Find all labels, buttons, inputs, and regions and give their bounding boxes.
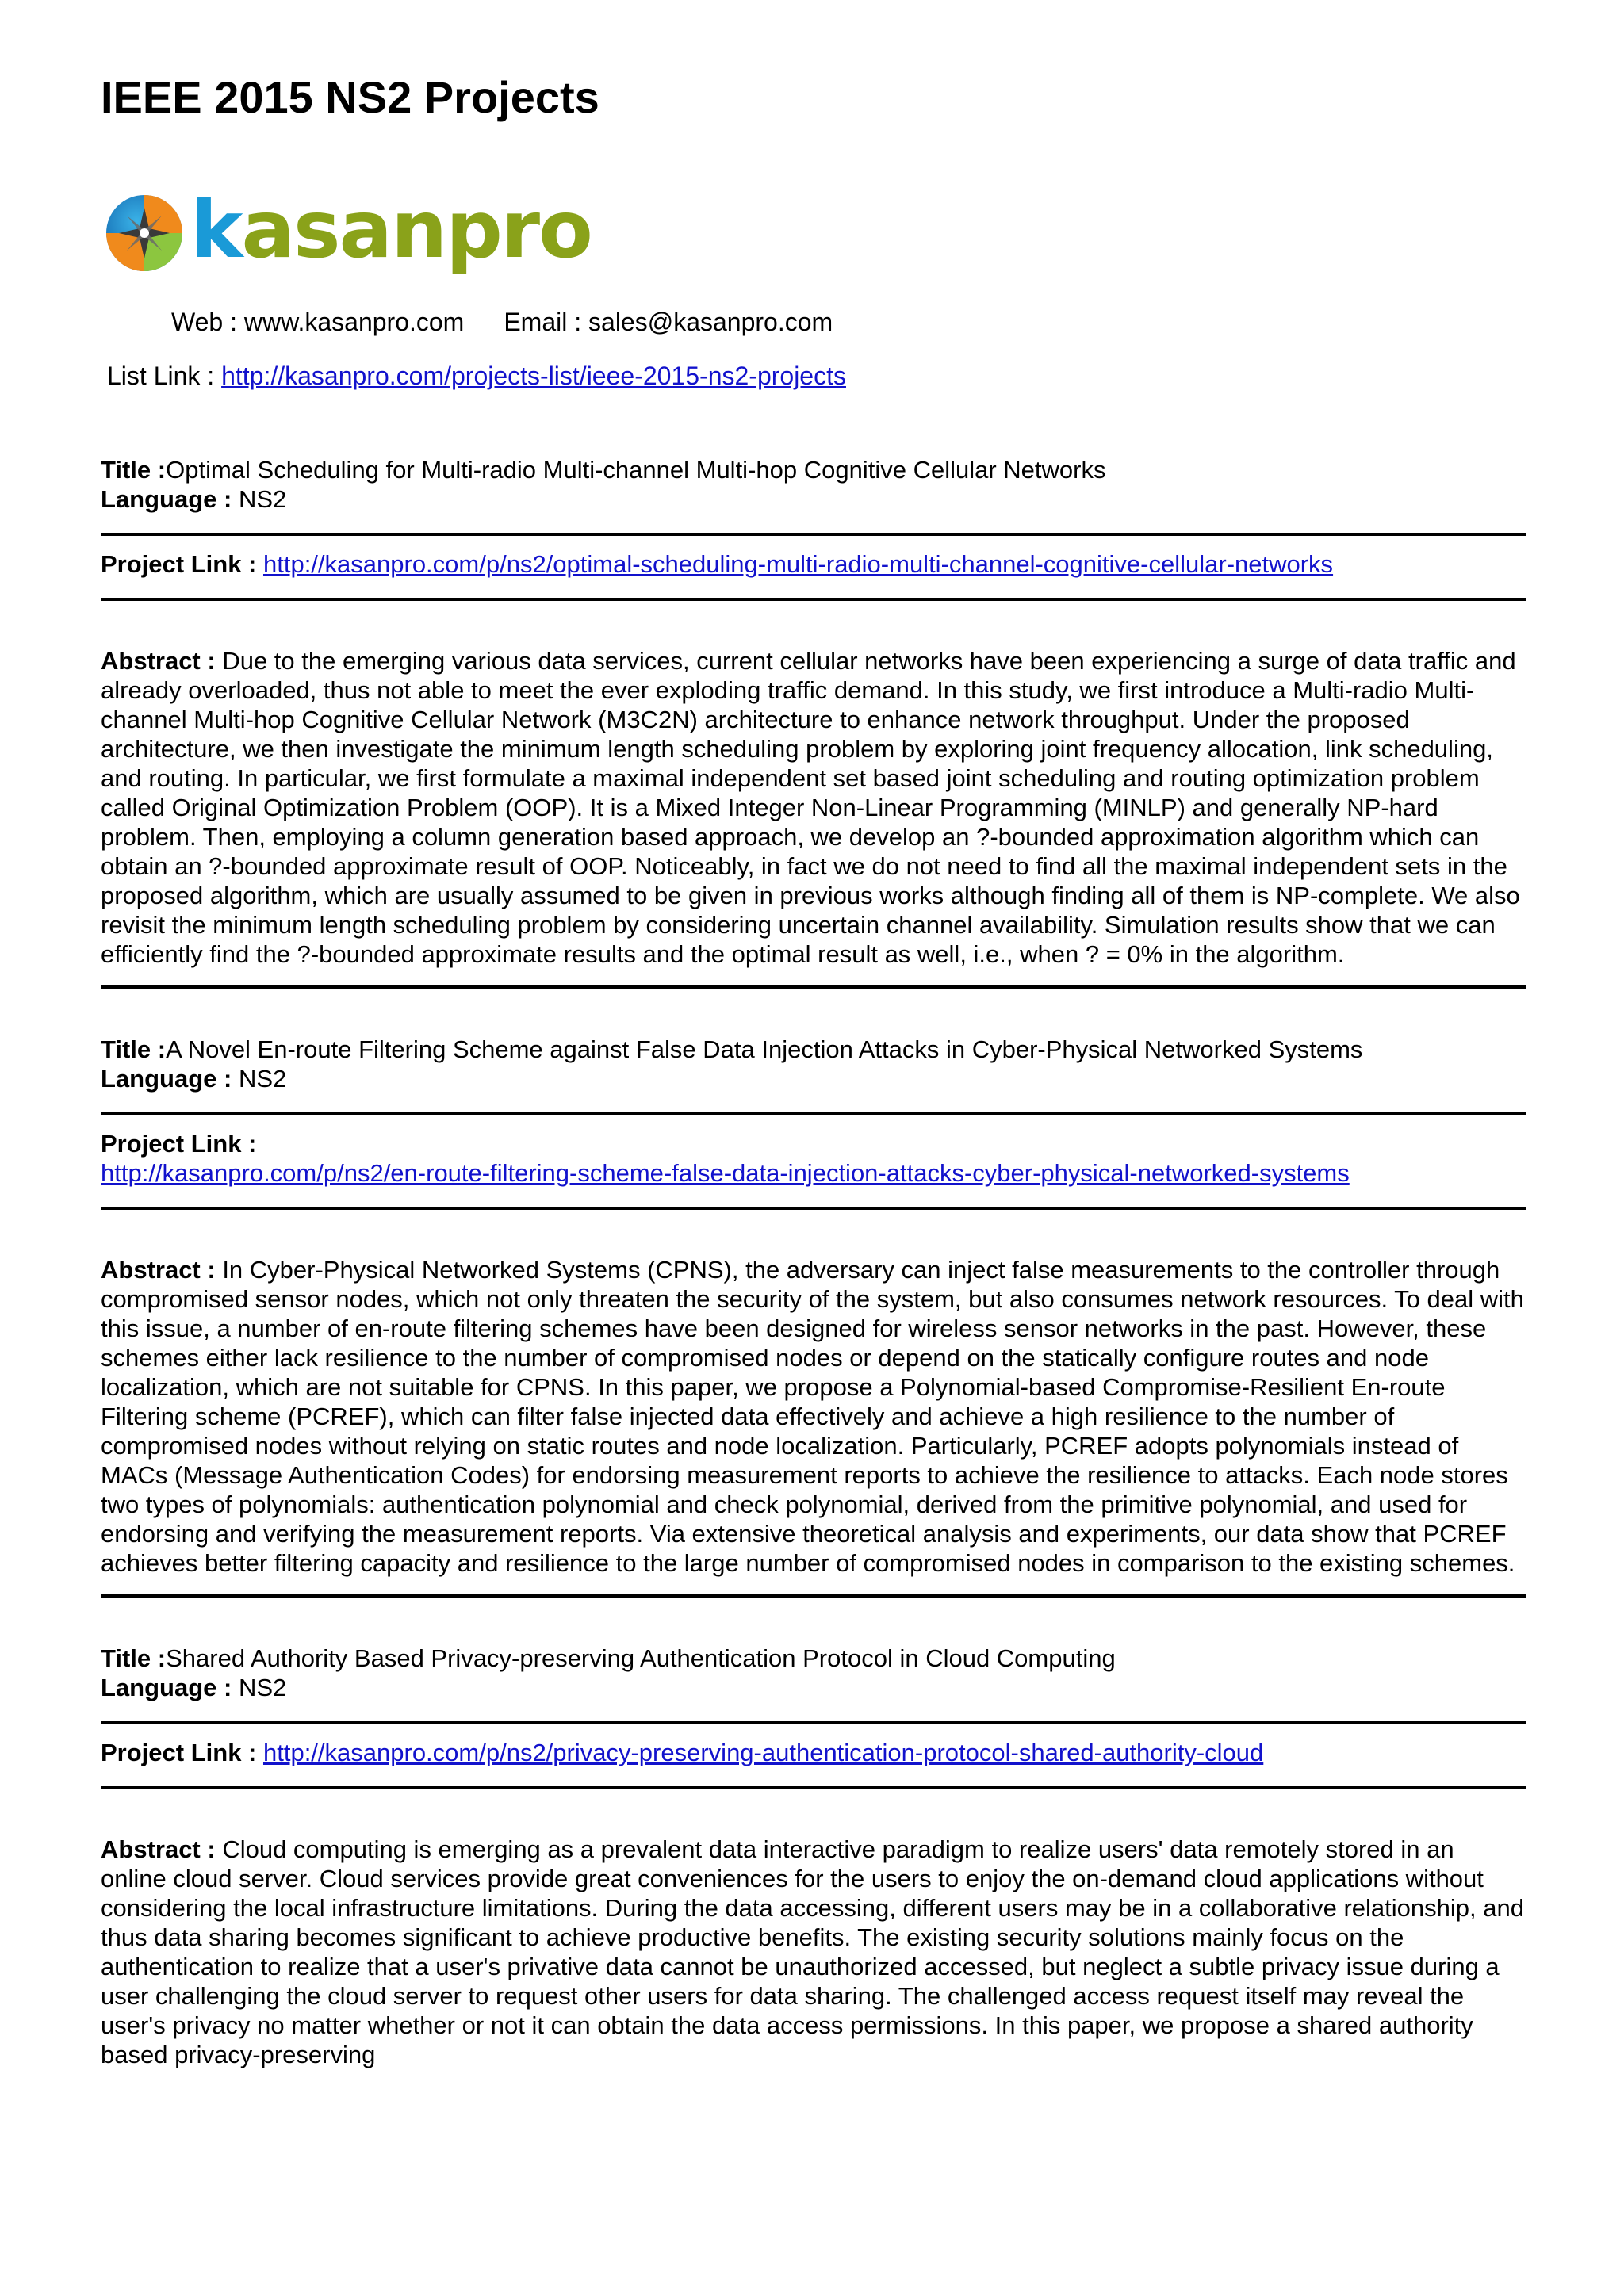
title-label: Title :	[101, 456, 167, 484]
title-label: Title :	[101, 1644, 167, 1672]
entry-language: NS2	[238, 1065, 287, 1093]
list-link[interactable]: http://kasanpro.com/projects-list/ieee-2015-ns2-projects	[221, 362, 846, 390]
entry-language: NS2	[238, 1674, 287, 1701]
entry-language-line	[101, 484, 1526, 514]
entry-title-line	[101, 1644, 1526, 1673]
project-entry	[101, 1644, 1526, 2069]
entry-title: Shared Authority Based Privacy-preserving Authentication Protocol in Cloud Computing	[166, 1644, 1116, 1672]
divider	[101, 1112, 1526, 1115]
language-label: Language :	[101, 1065, 239, 1093]
language-label: Language :	[101, 1674, 239, 1701]
project-entry	[101, 455, 1526, 989]
web-label: Web :	[171, 308, 244, 336]
divider	[101, 1721, 1526, 1724]
email-label: Email :	[504, 308, 589, 336]
divider	[101, 533, 1526, 536]
abstract-text: Due to the emerging various data services, current cellular networks have been experiencing a surge of data traffic and already overloaded, thus not able to meet the ever exploding traffic demand. In this study, we first introduce a Multi-radio Multi-channel Multi-hop Cognitive Cellular Network (M3C2N) architecture to enhance network throughput. Under the proposed architecture, we then investigate the minimum length scheduling problem by exploring joint frequency allocation, link scheduling, and routing. In particular, we first formulate a maximal independent set based joint scheduling and routing optimization problem called Original Optimization Problem (OOP). It is a Mixed Integer Non-Linear Programming (MINLP) and generally NP-hard problem. Then, employing a column generation based approach, we develop an ?-bounded approximation algorithm which can obtain an ?-bounded approximate result of OOP. Noticeably, in fact we do not need to find all the maximal independent sets in the proposed algorithm, which are usually assumed to be given in previous works although finding all of them is NP-complete. We also revisit the minimum length scheduling problem by considering uncertain channel availability. Simulation results show that we can efficiently find the ?-bounded approximate results and the optimal result as well, i.e., when ? = 0% in the algorithm.	[101, 647, 1520, 968]
divider	[101, 985, 1526, 989]
entry-abstract	[101, 1255, 1526, 1578]
email-value: sales@kasanpro.com	[588, 308, 833, 336]
page-title: IEEE 2015 NS2 Projects	[101, 72, 599, 122]
title-label: Title :	[101, 1035, 167, 1063]
entry-language: NS2	[238, 485, 287, 513]
project-list	[101, 455, 1526, 2069]
entry-title-line	[101, 1035, 1526, 1064]
kasanpro-logo	[105, 183, 592, 284]
project-link[interactable]: http://kasanpro.com/p/ns2/optimal-scheduling-multi-radio-multi-channel-cognitive-cellular-networks	[262, 550, 1334, 578]
entry-language-line	[101, 1064, 1526, 1093]
logo-wordmark: kasanpro	[190, 183, 592, 276]
logo-globe-icon	[105, 193, 184, 273]
entry-project-link-line	[101, 549, 1526, 579]
entry-language-line	[101, 1673, 1526, 1702]
abstract-label: Abstract :	[101, 1835, 223, 1863]
project-link[interactable]: http://kasanpro.com/p/ns2/en-route-filtering-scheme-false-data-injection-attacks-cyber-physical-networked-systems	[101, 1159, 1350, 1187]
entry-abstract	[101, 646, 1526, 969]
project-entry	[101, 1035, 1526, 1598]
divider	[101, 1594, 1526, 1598]
entry-project-link-line	[101, 1129, 1526, 1188]
entry-title: A Novel En-route Filtering Scheme against False Data Injection Attacks in Cyber-Physical Networked Systems	[166, 1035, 1363, 1063]
entry-title-line	[101, 455, 1526, 484]
divider	[101, 1786, 1526, 1789]
divider	[101, 598, 1526, 601]
abstract-label: Abstract :	[101, 647, 223, 675]
divider	[101, 1207, 1526, 1210]
entry-title: Optimal Scheduling for Multi-radio Multi-channel Multi-hop Cognitive Cellular Networks	[166, 456, 1106, 484]
list-link-line	[107, 360, 846, 392]
project-link-label: Project Link :	[101, 1739, 263, 1766]
language-label: Language :	[101, 485, 239, 513]
project-link[interactable]: http://kasanpro.com/p/ns2/privacy-preserving-authentication-protocol-shared-authority-cloud	[262, 1739, 1264, 1766]
entry-project-link-line	[101, 1738, 1526, 1767]
project-link-label: Project Link :	[101, 1130, 257, 1158]
abstract-text: Cloud computing is emerging as a prevalent data interactive paradigm to realize users' data remotely stored in an online cloud server. Cloud services provide great conveniences for the users to enjoy the on-demand cloud applications without considering the local infrastructure limitations. During the data accessing, different users may be in a collaborative relationship, and thus data sharing becomes significant to achieve productive benefits. The existing security solutions mainly focus on the authentication to realize that a user's privative data cannot be unauthorized accessed, but neglect a subtle privacy issue during a user challenging the cloud server to request other users for data sharing. The challenged access request itself may reveal the user's privacy no matter whether or not it can obtain the data access permissions. In this paper, we propose a shared authority based privacy-preserving	[101, 1835, 1524, 2068]
abstract-label: Abstract :	[101, 1256, 223, 1284]
project-link-label: Project Link :	[101, 550, 263, 578]
abstract-text: In Cyber-Physical Networked Systems (CPNS), the adversary can inject false measurements to the controller through compromised sensor nodes, which not only threaten the security of the system, but also consumes network resources. To deal with this issue, a number of en-route filtering schemes have been designed for wireless sensor networks in the past. However, these schemes either lack resilience to the number of compromised nodes or depend on the statically configure routes and node localization, which are not suitable for CPNS. In this paper, we propose a Polynomial-based Compromise-Resilient En-route Filtering scheme (PCREF), which can filter false injected data effectively and achieve a high resilience to the number of compromised nodes without relying on static routes and node localization. Particularly, PCREF adopts polynomials instead of MACs (Message Authentication Codes) for endorsing measurement reports to achieve the resilience to attacks. Each node stores two types of polynomials: authentication polynomial and check polynomial, derived from the primitive polynomial, and used for endorsing and verifying the measurement reports. Via extensive theoretical analysis and experiments, our data show that PCREF achieves better filtering capacity and resilience to the large number of compromised nodes in comparison to the existing schemes.	[101, 1256, 1524, 1577]
web-value: www.kasanpro.com	[243, 308, 465, 336]
list-link-label: List Link :	[107, 362, 222, 390]
contact-line	[171, 306, 833, 338]
entry-abstract	[101, 1835, 1526, 2069]
